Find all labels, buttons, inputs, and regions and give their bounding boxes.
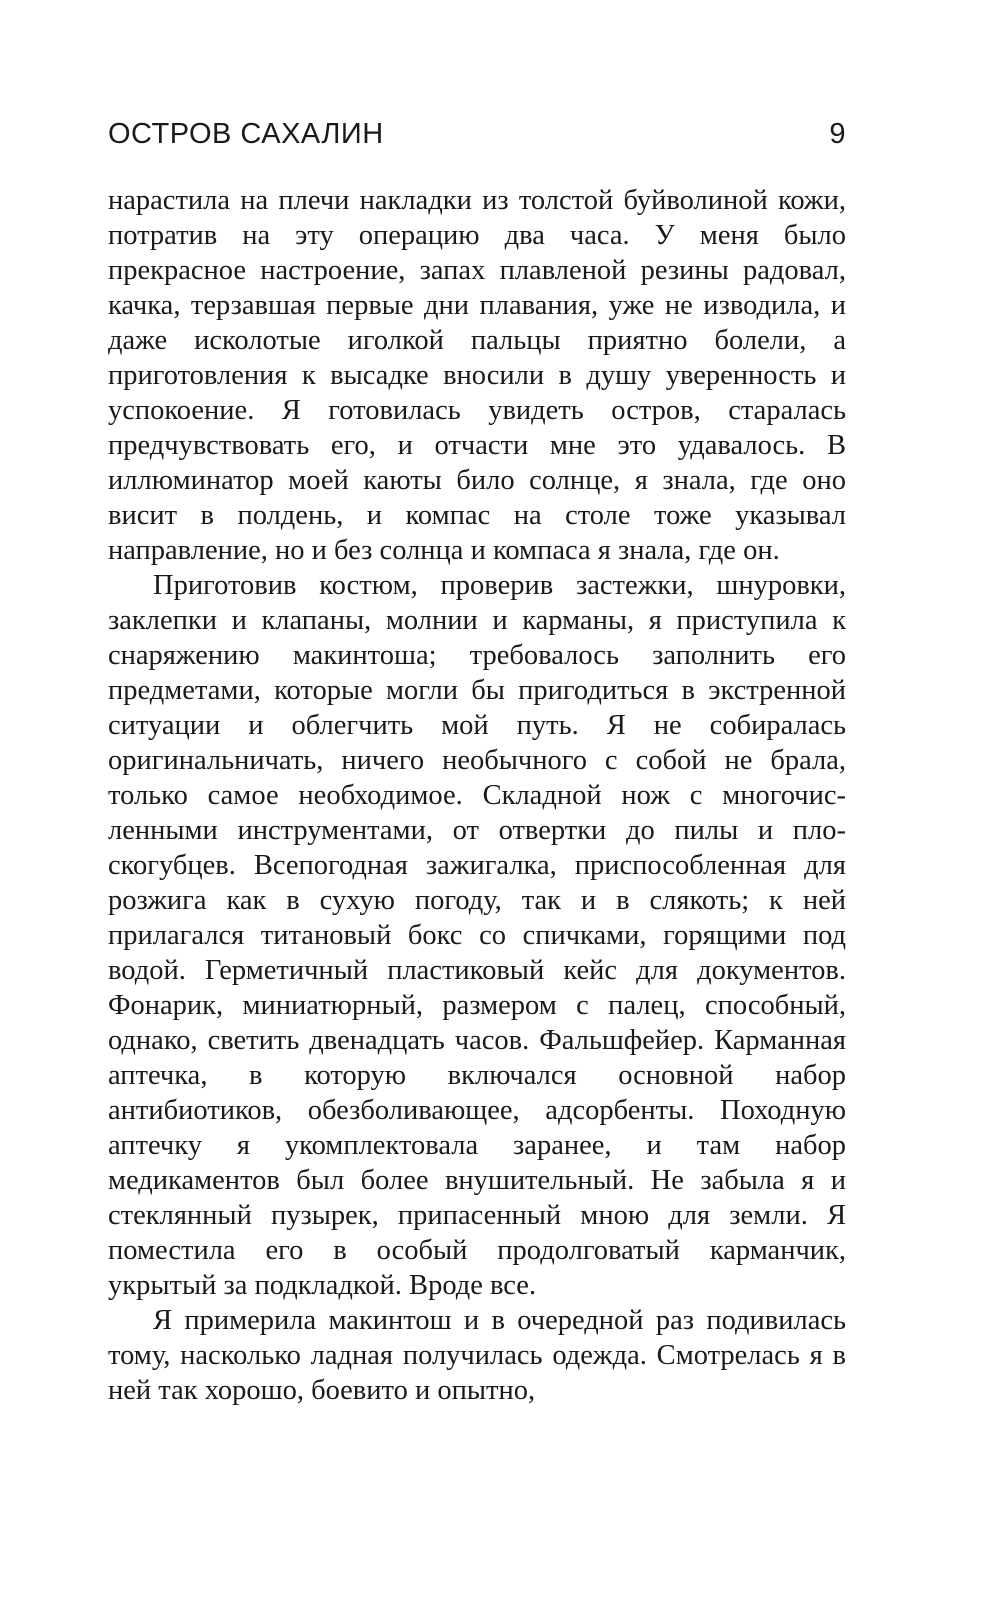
paragraph-continuation: нарастила на плечи накладки из толстой буйволиной кожи, потратив на эту операцию два часа. У меня было прекрасное настроение, запах плавленой резины радовал, качка, терзавшая первые дни плавания, уже не изводила, и даже исколотые иголкой пальцы приятно болели, а приготовления к высадке вносили в душу уверенность и успокоение. Я готовилась увидеть остров, старалась предчувствовать его, и отчасти мне это удавалось. В иллюминатор моей каюты било солнце, я знала, где оно висит в полдень, и компас на столе тоже указывал направление, но и без солнца и компаса я знала, где он. <box>108 185 846 566</box>
page-number: 9 <box>829 118 846 150</box>
paragraph: Приготовив костюм, проверив застежки, шнуровки, заклепки и клапаны, молнии и карманы, я приступила к снаряжению макинтоша; требовалось заполнить его предметами, которые могли бы пригодиться в экстренной ситуации и облегчить мой путь. Я не собиралась оригинальничать, ничего необычного с собой не брала, только самое необходимое. Складной нож с многочисленными инструментами, от отвертки до пилы и плоскогубцев. Всепогодная зажигалка, приспособленная для розжига как в сухую погоду, так и в слякоть; к ней прилагался титановый бокс со спичками, горящими под водой. Герметичный пластиковый кейс для документов. Фонарик, миниатюрный, размером с палец, способный, однако, светить двенадцать часов. Фальшфейер. Карманная аптечка, в которую включался основной набор антибиотиков, обезболивающее, адсорбенты. Походную аптечку я укомплектовала заранее, и там набор медикаментов был более внушительный. Не забыла я и стеклянный пузырек, припасенный мною для земли. Я поместила его в особый продолговатый карманчик, укрытый за подкладкой. Вроде все. <box>108 570 846 1301</box>
running-header-title: ОСТРОВ САХАЛИН <box>108 118 384 150</box>
running-header <box>108 118 846 162</box>
paragraph: Я примерила макинтош и в очередной раз подивилась тому, насколько ладная получилась одежда. Смотрелась я в ней так хорошо, боевито и опытно, <box>108 1305 846 1406</box>
body-text <box>108 183 846 1408</box>
